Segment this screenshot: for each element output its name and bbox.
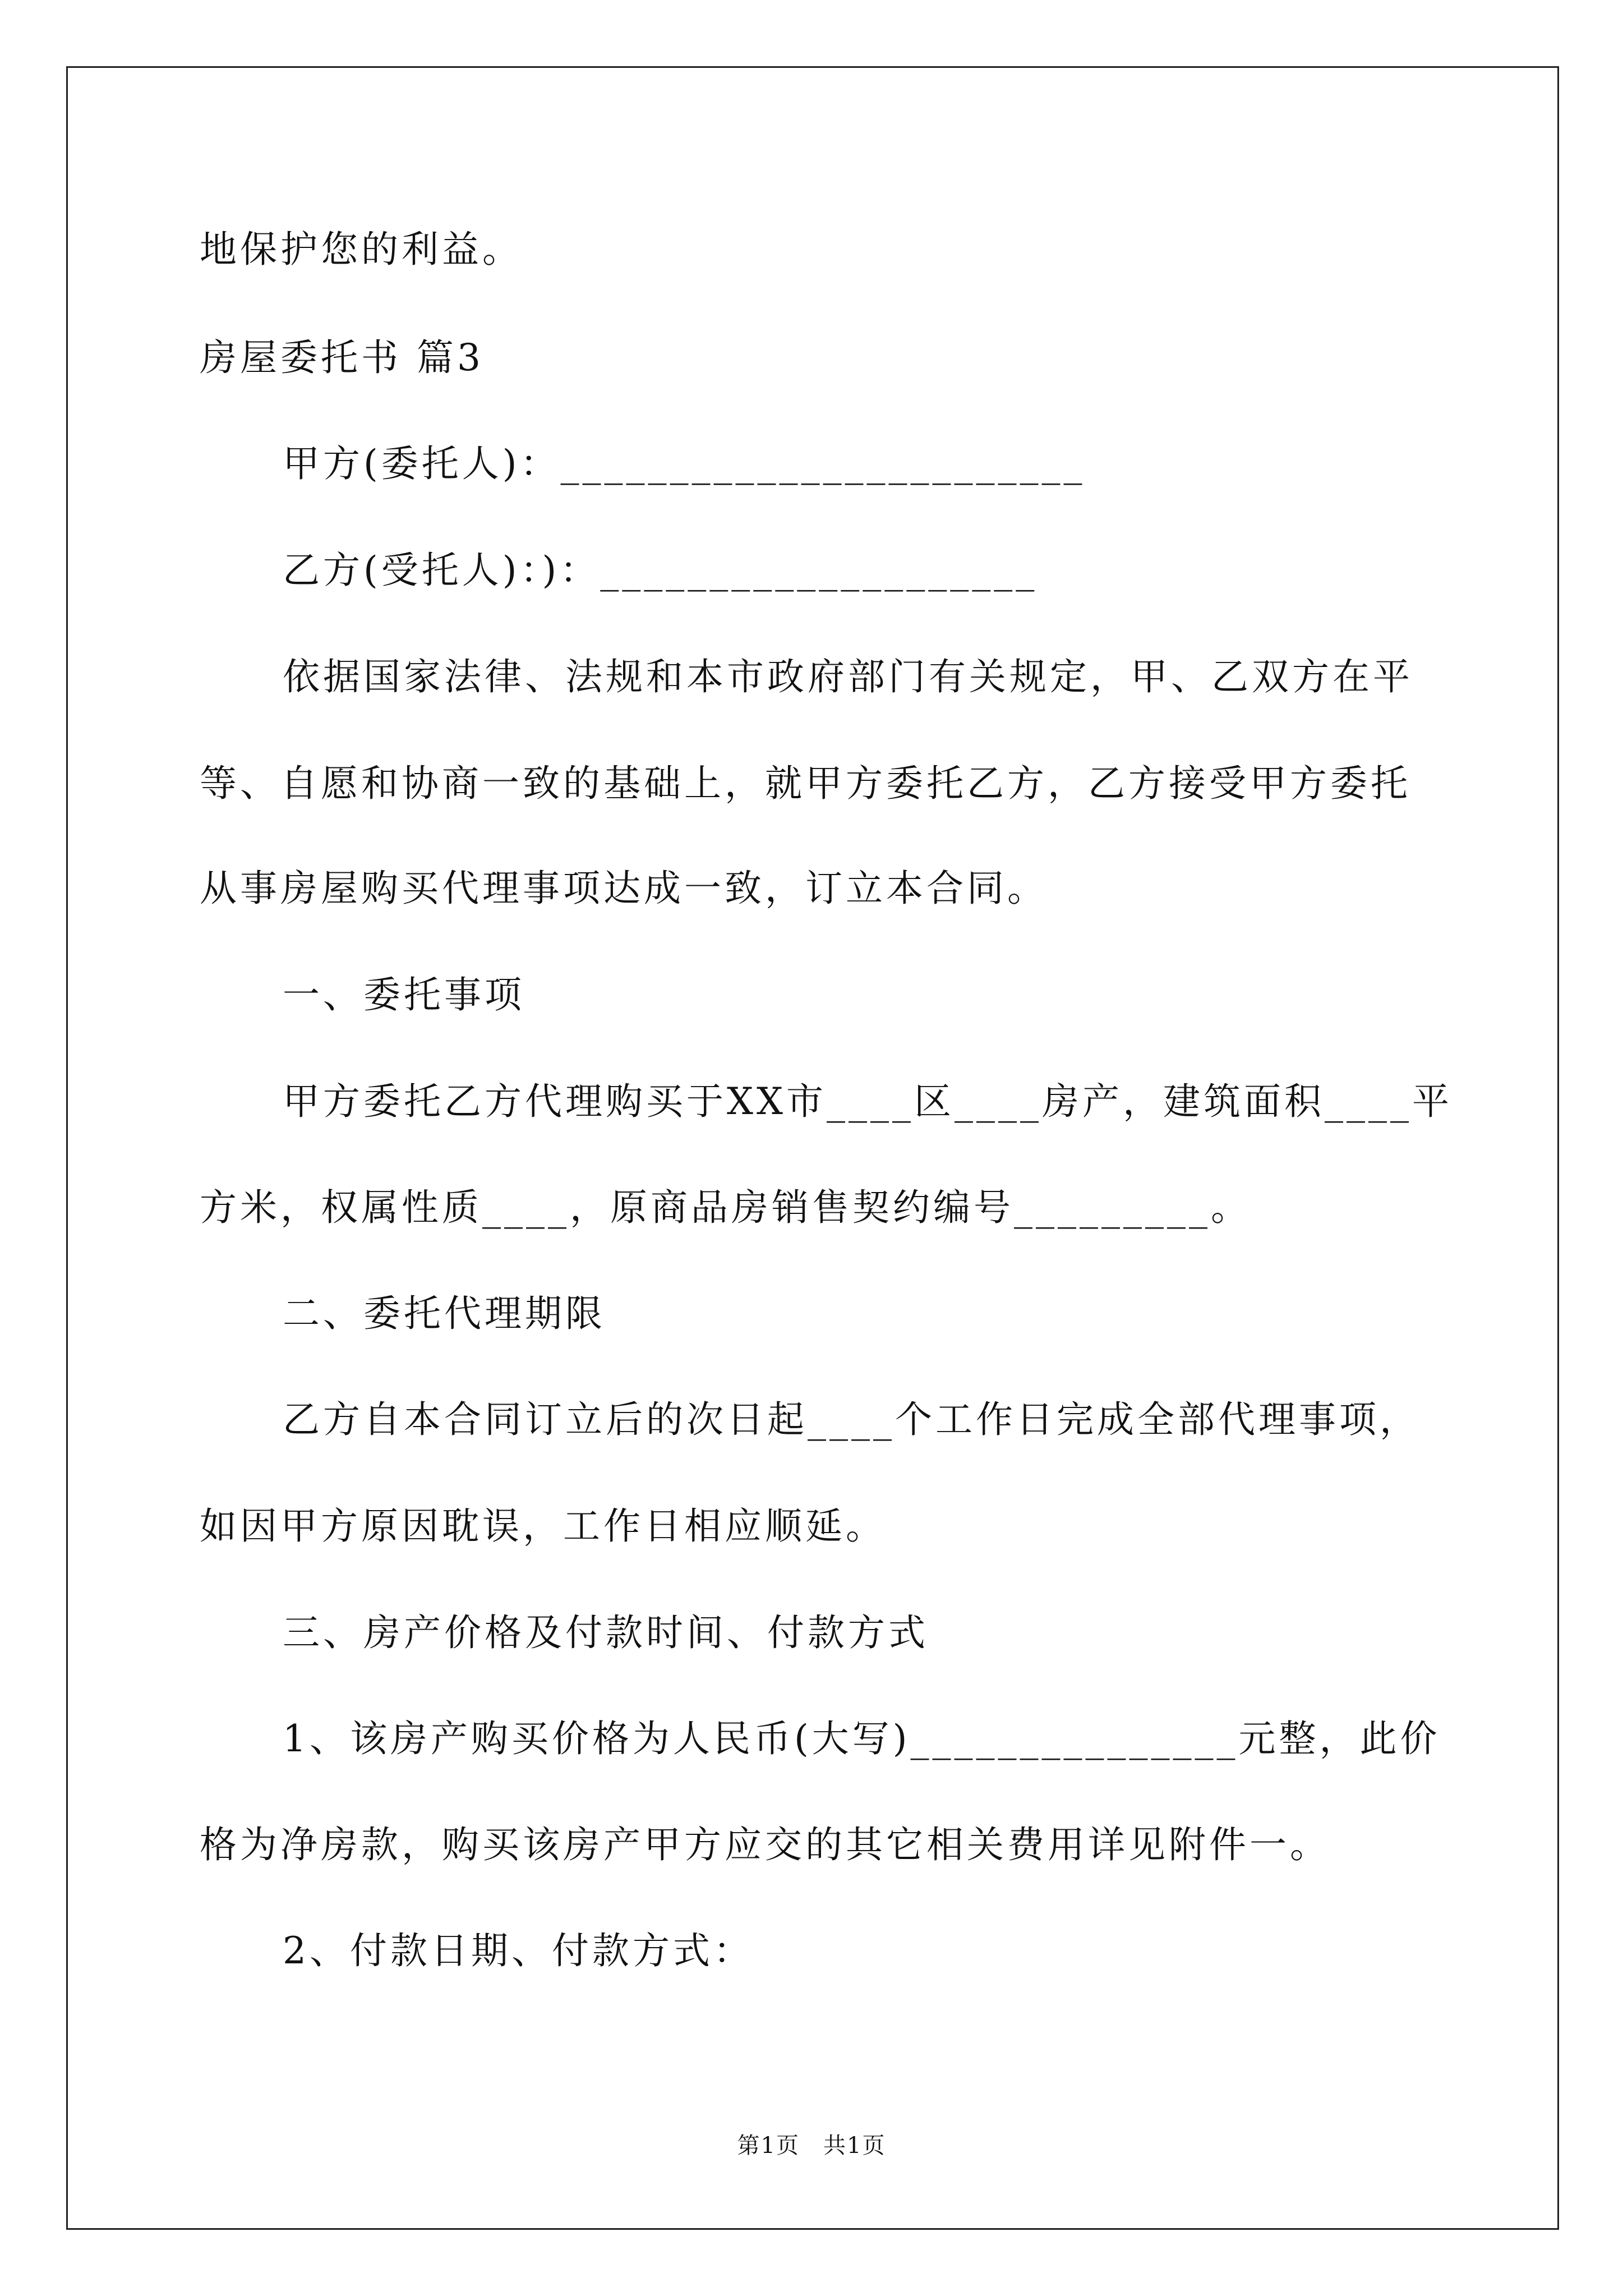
text-line: 依据国家法律、法规和本市政府部门有关规定，甲、乙双方在平 bbox=[283, 655, 1413, 698]
text-line: 2、付款日期、付款方式： bbox=[283, 1929, 754, 1972]
heading-line: 三、房产价格及付款时间、付款方式 bbox=[283, 1611, 929, 1654]
text-line: 地保护您的利益。 bbox=[200, 228, 523, 271]
text-line: 方米，权属性质____，原商品房销售契约编号_________。 bbox=[200, 1186, 1251, 1229]
text-line: 乙方自本合同订立后的次日起____个工作日完成全部代理事项， bbox=[283, 1398, 1420, 1441]
heading-line: 一、委托事项 bbox=[283, 973, 525, 1016]
text-line: 1、该房产购买价格为人民币(大写)_______________元整，此价 bbox=[283, 1717, 1441, 1760]
party-b-line: 乙方(受托人)：)：____________________ bbox=[283, 549, 1038, 592]
text-line: 如因甲方原因耽误，工作日相应顺延。 bbox=[200, 1504, 886, 1548]
party-a-line: 甲方(委托人)：________________________ bbox=[283, 442, 1086, 485]
text-line: 格为净房款，购买该房产甲方应交的其它相关费用详见附件一。 bbox=[200, 1823, 1330, 1866]
page-footer: 第1页 共1页 bbox=[737, 2133, 886, 2159]
text-line: 等、自愿和协商一致的基础上，就甲方委托乙方，乙方接受甲方委托 bbox=[200, 762, 1411, 805]
page-border bbox=[66, 66, 1559, 2230]
text-line: 从事房屋购买代理事项达成一致，订立本合同。 bbox=[200, 867, 1048, 910]
heading-line: 二、委托代理期限 bbox=[283, 1292, 606, 1335]
text-line: 甲方委托乙方代理购买于XX市____区____房产，建筑面积____平 bbox=[283, 1080, 1453, 1123]
section-title: 房屋委托书 篇3 bbox=[200, 336, 484, 379]
